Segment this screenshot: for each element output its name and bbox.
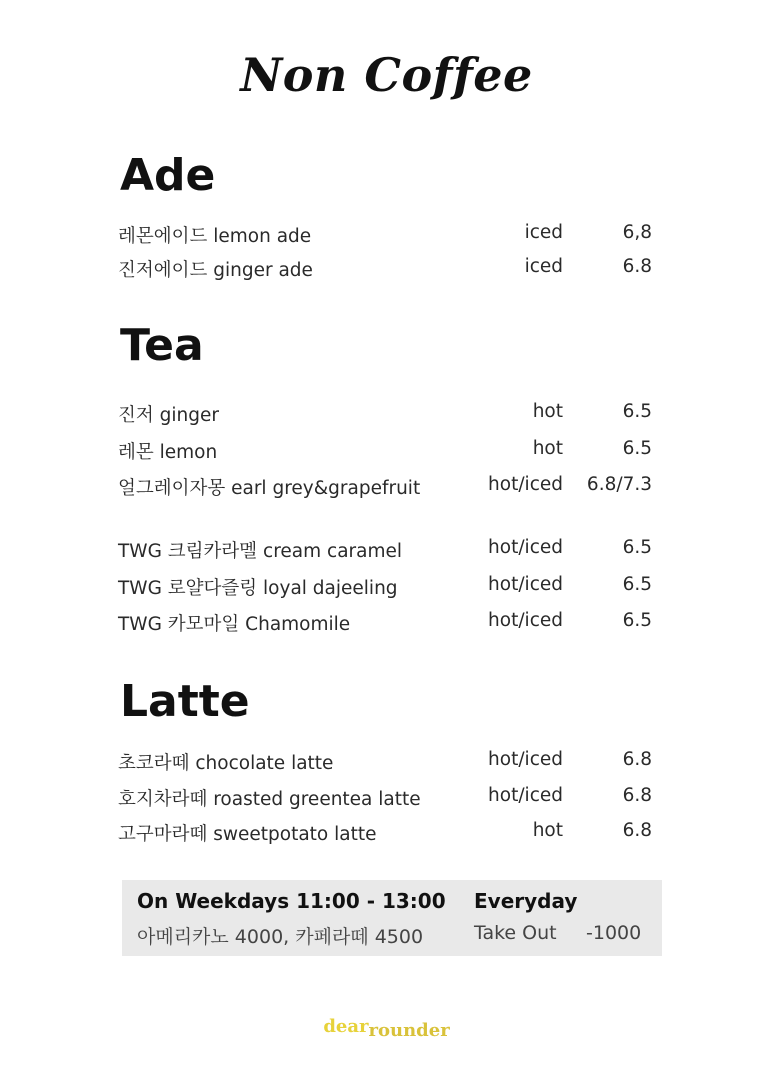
section-heading-tea: Tea [120,320,204,371]
brand-logo [0,1016,773,1041]
weekday-title: On Weekdays 11:00 - 13:00 [137,889,446,913]
item-name: 레몬 lemon [118,442,218,463]
everyday-title: Everyday [474,889,578,913]
item-price: 6.8 [622,749,652,770]
item-price: 6.5 [622,438,652,459]
item-name: 초코라떼 chocolate latte [118,753,334,774]
item-name: 진저에이드 ginger ade [118,260,313,281]
item-price: 6.5 [622,537,652,558]
item-temp: hot/iced [488,574,563,595]
item-price: 6.5 [622,610,652,631]
item-temp: hot/iced [488,610,563,631]
section-heading-latte: Latte [120,676,250,727]
page-title: Non Coffee [240,48,533,102]
menu-item [118,222,658,248]
brand-part-2: rounder [368,1020,450,1041]
item-temp: hot/iced [488,537,563,558]
menu-item [118,820,658,846]
item-price: 6.8 [622,256,652,277]
item-price: 6.8 [622,820,652,841]
item-temp: hot/iced [488,474,563,495]
menu-item [118,474,658,500]
menu-item [118,401,658,427]
item-temp: hot/iced [488,749,563,770]
everyday-label: Take Out [474,922,557,944]
item-temp: hot/iced [488,785,563,806]
brand-part-1: dear [323,1016,369,1037]
item-name: 레몬에이드 lemon ade [118,226,312,247]
item-temp: hot [532,820,563,841]
item-temp: hot [532,401,563,422]
weekday-detail: 아메리카노 4000, 카페라떼 4500 [137,926,424,948]
item-price: 6,8 [622,222,652,243]
item-name: 호지차라떼 roasted greentea latte [118,789,421,810]
item-price: 6.8/7.3 [586,474,652,495]
menu-item [118,256,658,282]
item-name: 얼그레이자몽 earl grey&grapefruit [118,478,421,499]
item-name: TWG 카모마일 Chamomile [118,614,351,635]
item-temp: hot [532,438,563,459]
item-price: 6.5 [622,574,652,595]
item-name: 진저 ginger [118,405,219,426]
item-temp: iced [524,222,563,243]
menu-item [118,537,658,563]
menu-item [118,610,658,636]
item-temp: iced [524,256,563,277]
item-name: TWG 로얄다즐링 loyal dajeeling [118,578,398,599]
promo-info-box [122,880,662,956]
everyday-discount: -1000 [586,922,642,944]
menu-item [118,749,658,775]
item-price: 6.8 [622,785,652,806]
section-heading-ade: Ade [120,150,216,201]
item-price: 6.5 [622,401,652,422]
item-name: 고구마라떼 sweetpotato latte [118,824,377,845]
menu-item [118,574,658,600]
item-name: TWG 크림카라멜 cream caramel [118,541,403,562]
menu-item [118,785,658,811]
menu-item [118,438,658,464]
